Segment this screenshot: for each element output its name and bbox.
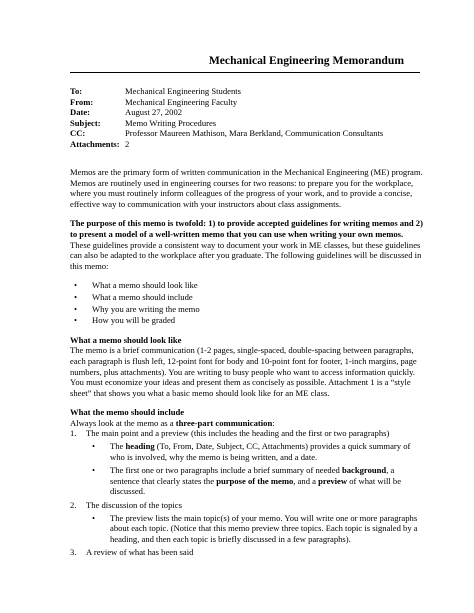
text-run: , a sentence that clearly states the	[110, 465, 395, 486]
header-label: Date:	[70, 107, 91, 118]
memo-title: Mechanical Engineering Memorandum	[208, 54, 404, 67]
list-item-text: What a memo should include	[92, 291, 193, 302]
list-item-text: What a memo should look like	[92, 280, 198, 291]
include-lead-bold: three-part communication	[175, 417, 273, 428]
purpose-paragraph	[70, 218, 425, 271]
text-run-bold: heading	[125, 441, 155, 452]
text-run-bold: background	[341, 465, 387, 476]
bullet-glyph: •	[74, 303, 78, 314]
text-run: (To, From, Date, Subject, CC, Attachments) provides a quick summary of who is involved, why the memo is being written, and a date.	[110, 441, 411, 462]
header-value: Professor Maureen Mathison, Mara Berkland, Communication Consultants	[125, 128, 384, 139]
item-number: 3.	[70, 547, 77, 558]
text-run: The	[110, 441, 126, 452]
sub-item-text	[110, 441, 425, 462]
text-run: of what will be discussed.	[110, 475, 402, 497]
text-run-bold: purpose of the memo	[216, 475, 294, 486]
memo-header	[70, 86, 430, 150]
item-number: 1.	[70, 428, 77, 439]
purpose-text: These guidelines provide a consistent way to document your work in ME classes, but these guidelines can also be adapted to the workplace after you graduate. The following guidelines will be discussed in this memo:	[70, 239, 422, 271]
numbered-item-2	[70, 500, 425, 511]
topics-list	[70, 280, 425, 325]
header-value: Mechanical Engineering Faculty	[125, 96, 238, 107]
include-lead-end: :	[272, 417, 275, 428]
sub-item	[88, 465, 425, 497]
sub-item-text: The preview lists the main topic(s) of your memo. You will write one or more paragraphs about each topic. (Notice that this memo preview three topics. Each topic is signaled by a heading, and then each topic is briefly discussed in a few paragraphs).	[110, 512, 418, 544]
text-run-bold: preview	[318, 475, 348, 486]
include-lead-text: Always look at the memo as a	[70, 417, 176, 428]
header-label: Attachments:	[70, 138, 120, 149]
memo-body	[70, 167, 425, 558]
numbered-item-3	[70, 547, 425, 558]
header-label: To:	[70, 86, 83, 96]
intro-paragraph: Memos are the primary form of written communication in the Mechanical Engineering (ME) program. Memos are routinely used in engineering courses for two reasons: to prepare you for the workplace, where you must routinely inform colleagues of the progress of your work, and to provide a concise, effective way to communication with your instructors about class assignments.	[70, 167, 423, 209]
item-text: A review of what has been said	[86, 547, 194, 558]
numbered-item-1	[70, 428, 425, 439]
header-row-from	[70, 97, 430, 108]
purpose-statement: The purpose of this memo is twofold: 1) to provide accepted guidelines for writing memos and 2) to present a model of a well-written memo that you can use when writing your own memos.	[70, 218, 423, 239]
item-number: 2.	[70, 500, 77, 511]
header-label: CC:	[70, 128, 86, 139]
bullet-glyph: •	[92, 441, 96, 452]
section-heading-include: What the memo should include	[70, 407, 185, 418]
header-label: Subject:	[70, 117, 101, 128]
header-label: From:	[70, 96, 94, 107]
title-rule	[70, 72, 420, 73]
list-item-text: Why you are writing the memo	[92, 303, 200, 314]
bullet-glyph: •	[92, 465, 96, 476]
header-value: August 27, 2002	[125, 107, 183, 118]
include-lead	[70, 418, 425, 429]
list-item-text: How you will be graded	[92, 315, 176, 326]
header-value: Mechanical Engineering Students	[125, 86, 241, 96]
text-run: , and a	[293, 475, 319, 486]
sub-item	[88, 513, 425, 545]
bullet-glyph: •	[74, 280, 78, 291]
bullet-glyph: •	[74, 315, 78, 326]
list-item	[70, 280, 425, 291]
sub-item-text	[110, 465, 425, 497]
section-heading-look: What a memo should look like	[70, 334, 182, 345]
item-text: The discussion of the topics	[86, 500, 182, 511]
sub-item	[88, 441, 425, 462]
look-paragraph: The memo is a brief communication (1-2 pages, single-spaced, double-spacing between paragraphs, each paragraph is flush left, 12-point font for body and 10-point font for footer, 1-inch margins, page numbers, plus attachments). You are writing to busy people who want to access information quickly. You must economize your ideas and present them as concisely as possible. Attachment 1 is a “style sheet” that shows you what a basic memo should look like for an ME class.	[70, 345, 417, 398]
header-value: 2	[125, 138, 130, 149]
bullet-glyph: •	[74, 291, 78, 302]
item-text: The main point and a preview (this includes the heading and the first or two paragraphs)	[86, 428, 390, 439]
bullet-glyph: •	[92, 512, 96, 523]
header-row-date	[70, 107, 430, 118]
header-value: Memo Writing Procedures	[125, 117, 217, 128]
text-run: The first one or two paragraphs include a brief summary of needed	[110, 465, 342, 476]
list-item	[70, 304, 425, 315]
list-item	[70, 315, 425, 326]
header-row-to	[70, 86, 430, 97]
list-item	[70, 292, 425, 303]
header-row-subject	[70, 118, 430, 129]
header-row-cc	[70, 128, 430, 139]
header-row-attachments	[70, 139, 430, 150]
